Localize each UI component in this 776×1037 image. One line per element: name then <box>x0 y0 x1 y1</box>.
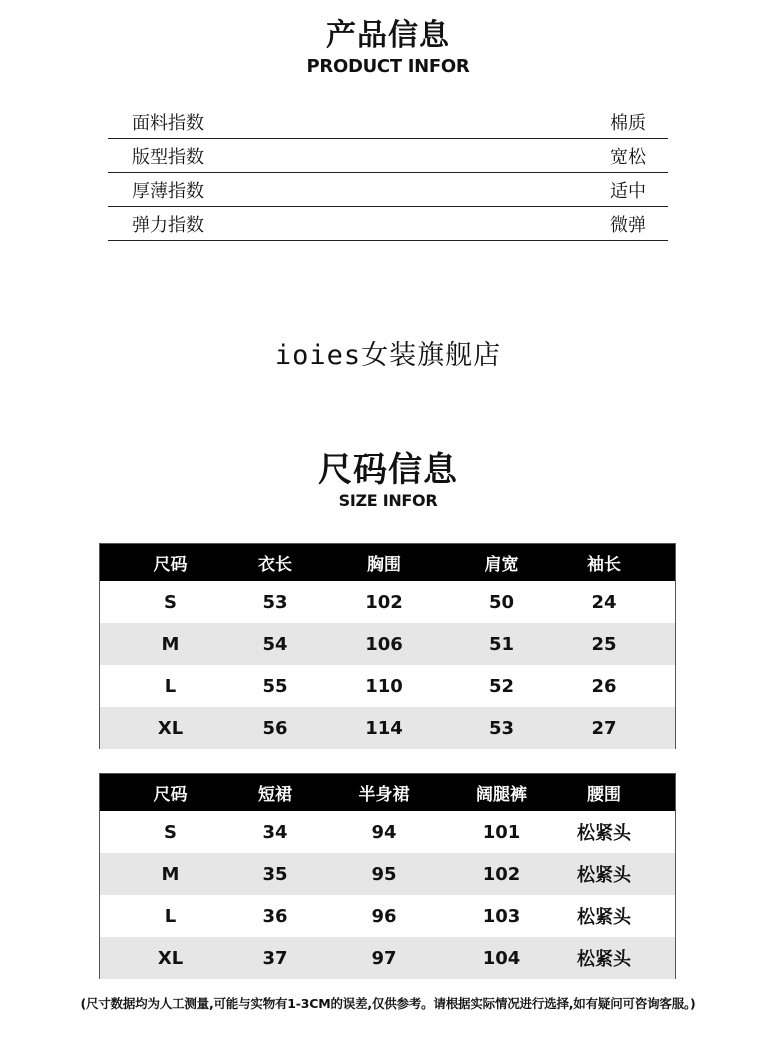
product-info-subtitle: PRODUCT INFOR <box>306 56 470 77</box>
size-info-subtitle: SIZE INFOR <box>338 491 438 510</box>
table-cell: 松紧头 <box>577 823 631 844</box>
header-cell: 阔腿裤 <box>476 785 527 805</box>
table-cell: 51 <box>488 633 515 655</box>
info-row <box>108 106 668 139</box>
table-cell: 52 <box>488 675 515 697</box>
info-label: 厚薄指数 <box>132 181 204 202</box>
table-row <box>100 581 675 623</box>
table-cell: M <box>161 863 180 885</box>
table-cell: M <box>161 633 180 655</box>
table-cell: 25 <box>591 633 617 655</box>
size-info-title: 尺码信息 <box>318 450 458 490</box>
header-cell: 胸围 <box>367 555 401 575</box>
table-cell: 102 <box>365 591 403 613</box>
table-cell: 95 <box>371 863 397 885</box>
table-row <box>100 623 675 665</box>
header-cell: 腰围 <box>587 785 621 805</box>
table-cell: 34 <box>262 821 288 843</box>
header-cell: 半身裙 <box>358 785 410 805</box>
table-row <box>100 665 675 707</box>
table-cell: 106 <box>365 633 403 655</box>
table-header <box>100 544 675 581</box>
product-info-table <box>108 106 668 242</box>
info-row <box>108 208 668 241</box>
table-header <box>100 774 675 811</box>
info-row <box>108 140 668 173</box>
table-cell: 55 <box>262 675 288 697</box>
table-cell: 50 <box>488 591 515 613</box>
table-cell: 36 <box>262 905 288 927</box>
info-value: 棉质 <box>610 113 646 134</box>
header-cell: 尺码 <box>153 555 188 575</box>
table-cell: L <box>164 905 177 927</box>
table-cell: S <box>164 591 177 613</box>
table-cell: 37 <box>262 947 288 969</box>
info-value: 微弹 <box>610 215 646 236</box>
table-cell: 97 <box>371 947 397 969</box>
table-cell: 松紧头 <box>577 949 631 970</box>
table-cell: 54 <box>262 633 288 655</box>
header-cell: 肩宽 <box>484 555 519 575</box>
table-cell: 24 <box>591 591 617 613</box>
table-cell: 26 <box>591 675 617 697</box>
brand-name: ioies女装旗舰店 <box>274 340 502 371</box>
info-label: 面料指数 <box>132 113 204 134</box>
table-row <box>100 937 675 979</box>
table-cell: S <box>164 821 177 843</box>
table-cell: 27 <box>591 717 617 739</box>
table-row <box>100 811 675 853</box>
table-cell: 35 <box>262 863 288 885</box>
table-cell: 松紧头 <box>577 907 631 928</box>
header-cell: 衣长 <box>258 555 292 575</box>
info-label: 弹力指数 <box>132 215 204 236</box>
table-cell: 104 <box>482 947 521 969</box>
table-cell: 110 <box>365 675 403 697</box>
header-cell: 袖长 <box>587 555 621 575</box>
info-value: 宽松 <box>610 147 646 168</box>
product-info-title: 产品信息 <box>326 18 450 53</box>
table-cell: 53 <box>262 591 288 613</box>
size-table-tops <box>99 543 676 749</box>
table-cell: L <box>164 675 177 697</box>
table-cell: 56 <box>262 717 288 739</box>
table-row <box>100 895 675 937</box>
table-cell: 96 <box>371 905 397 927</box>
table-cell: 53 <box>488 717 515 739</box>
table-cell: 103 <box>482 905 521 927</box>
header-cell: 短裙 <box>258 785 292 805</box>
table-cell: 101 <box>482 821 521 843</box>
table-row <box>100 853 675 895</box>
measurement-footnote: (尺寸数据均为人工测量,可能与实物有1-3CM的误差,仅供参考。请根据实际情况进行选择,如有疑问可咨询客服。) <box>80 996 696 1011</box>
table-row <box>100 707 675 749</box>
table-cell: XL <box>157 947 184 969</box>
table-cell: 松紧头 <box>577 865 631 886</box>
size-table-bottoms <box>99 773 676 979</box>
info-label: 版型指数 <box>132 147 204 168</box>
table-cell: 114 <box>365 717 403 739</box>
table-cell: 94 <box>371 821 397 843</box>
header-cell: 尺码 <box>153 785 188 805</box>
table-cell: 102 <box>482 863 521 885</box>
info-value: 适中 <box>610 181 646 202</box>
info-row <box>108 174 668 207</box>
table-cell: XL <box>157 717 184 739</box>
